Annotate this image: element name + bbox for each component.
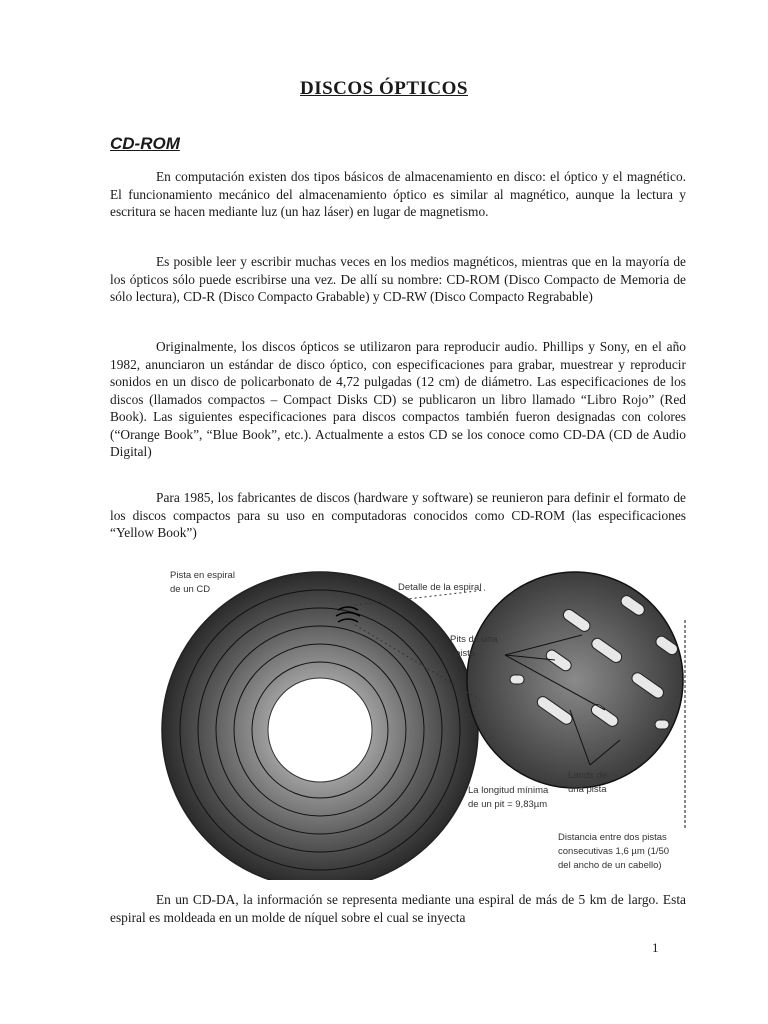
label-pits-2: pista	[455, 648, 476, 659]
label-distance-3: del ancho de un cabello)	[558, 860, 662, 871]
label-spiral-track-1: Pista en espiral	[170, 570, 235, 581]
document-title: DISCOS ÓPTICOS	[299, 78, 469, 99]
cd-disc	[162, 572, 478, 880]
label-min-length-2: de un pit = 9,83µm	[468, 799, 548, 810]
label-spiral-detail: Detalle de la espiral	[398, 582, 482, 593]
paragraph-5: En un CD-DA, la información se representa mediante una espiral de más de 5 km de largo. Esta espiral es moldeada en un molde de níquel sobre el cual se inyecta	[110, 892, 686, 925]
label-distance-2: consecutivas 1,6 µm (1/50	[558, 846, 670, 857]
label-lands-1: Lands de	[568, 770, 608, 781]
label-distance-1: Distancia entre dos pistas	[558, 832, 667, 843]
paragraph-1: En computación existen dos tipos básicos de almacenamiento en disco: el óptico y el magnético. El funcionamiento mecánico del almacenamiento óptico es similar al magnético, aunque la lectura y escritura se hacen mediante luz (un haz láser) en lugar de magnetismo.	[110, 169, 686, 219]
paragraph-3: Originalmente, los discos ópticos se utilizaron para reproducir audio. Phillips y Sony, en el año 1982, anunciaron un estándar de disco óptico, con especificaciones para grabar, muestrear y reproducir sonidos en un disco de policarbonato de 4,72 pulgadas (12 cm) de diámetro. Las especificaciones de los discos (llamados compactos – Compact Disks CD) se publicaron un libro llamado “Libro Rojo” (Red Book). Las siguientes especificaciones para discos compactos también fueron designadas con colores (“Orange Book”, “Blue Book”, etc.). Actualmente a estos CD se los conoce como CD-DA (CD de Audio Digital)	[110, 339, 686, 459]
label-lands-2: una pista	[568, 784, 607, 795]
label-pits-1: Pits de una	[450, 634, 498, 645]
label-spiral-track-2: de un CD	[170, 584, 211, 595]
paragraph-2: Es posible leer y escribir muchas veces en los medios magnéticos, mientras que en la mayoría de los ópticos sólo puede escribirse una vez. De allí su nombre: CD-ROM (Disco Compacto de Memoria de sólo lectura), CD-R (Disco Compacto Grabable) y CD-RW (Disco Compacto Regrabable)	[110, 254, 686, 304]
section-heading: CD-ROM	[110, 134, 180, 153]
page-number: 1	[652, 940, 659, 955]
paragraph-4: Para 1985, los fabricantes de discos (hardware y software) se reunieron para definir el formato de los discos compactos para su uso en computadoras conocidos como CD-ROM (las especificaciones “Yellow Book”)	[110, 490, 686, 540]
cd-illustration	[150, 560, 710, 880]
cd-figure	[150, 560, 710, 880]
label-min-length-1: La longitud mínima	[468, 785, 549, 796]
